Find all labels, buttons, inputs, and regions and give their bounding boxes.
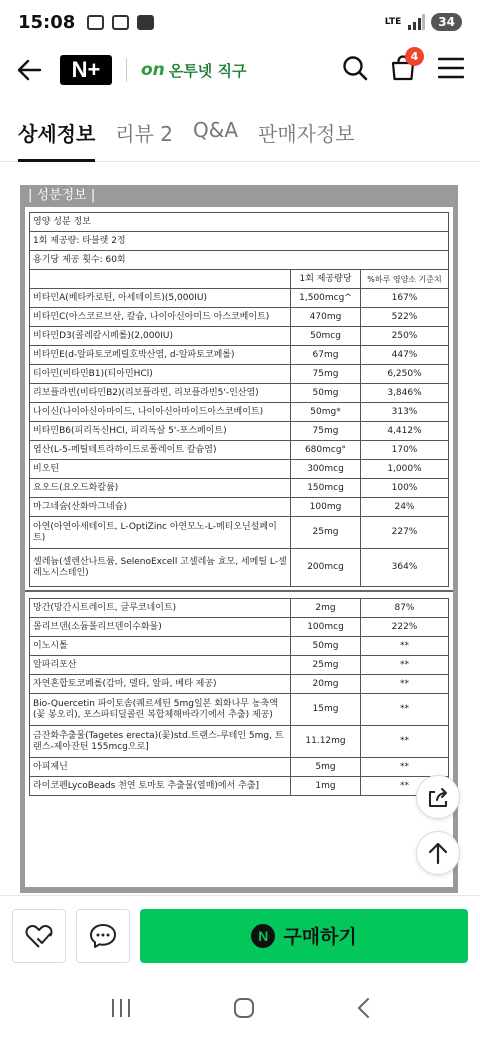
nutrient-daily-value: 6,250% xyxy=(361,365,449,384)
nutrient-row xyxy=(30,675,449,694)
nutrient-daily-value: 447% xyxy=(361,346,449,365)
hamburger-menu-icon xyxy=(438,57,464,79)
nutrient-row xyxy=(30,289,449,308)
status-time: 15:08 xyxy=(18,11,76,33)
store-logo-mark: on xyxy=(141,60,165,80)
nutrient-row xyxy=(30,618,449,637)
nutrient-daily-value: 313% xyxy=(361,403,449,422)
nutrient-name: 이노시톨 xyxy=(30,637,291,656)
cart-count-badge: 4 xyxy=(405,47,424,66)
nutrient-daily-value: 170% xyxy=(361,441,449,460)
nutrient-daily-value: 87% xyxy=(361,599,449,618)
detail-tabs xyxy=(0,104,480,162)
nutrient-amount: 680mcg° xyxy=(291,441,361,460)
nutrient-row xyxy=(30,441,449,460)
nutrient-name: 비오틴 xyxy=(30,460,291,479)
info-row: 영양 성분 정보 xyxy=(30,213,449,232)
nutrient-row xyxy=(30,384,449,403)
home-button[interactable] xyxy=(233,997,255,1023)
nutrient-name: 비타민C(아스코르브산, 칼슘, 나이아신아미드 아스코베이트) xyxy=(30,308,291,327)
buy-button[interactable] xyxy=(140,909,468,963)
battery-indicator: 34 xyxy=(431,13,462,31)
nutrient-amount: 25mg xyxy=(291,656,361,675)
nutrient-amount: 50mg xyxy=(291,637,361,656)
nutrient-row xyxy=(30,758,449,777)
nutrient-amount: 1mg xyxy=(291,777,361,796)
nutrient-name: 비타민D3(콜레칼시페롤)(2,000IU) xyxy=(30,327,291,346)
nutrient-name: 아피제닌 xyxy=(30,758,291,777)
nutrient-amount: 75mg xyxy=(291,365,361,384)
nutrient-amount: 1,500mcg^ xyxy=(291,289,361,308)
nutrient-name: 망간(망간시트레이트, 글루코네이트) xyxy=(30,599,291,618)
status-notification-icons xyxy=(87,15,154,30)
signal-icon xyxy=(407,14,425,30)
search-icon xyxy=(342,55,368,81)
nutrient-row xyxy=(30,517,449,549)
app-header xyxy=(0,44,480,96)
nutrient-daily-value: 3,846% xyxy=(361,384,449,403)
nutrient-row xyxy=(30,726,449,758)
nutrient-amount: 15mg xyxy=(291,694,361,726)
back-button[interactable] xyxy=(16,55,46,85)
tab-seller-info[interactable]: 판매자정보 xyxy=(258,122,355,146)
nutrient-amount: 150mcg xyxy=(291,479,361,498)
ingredients-image-panel xyxy=(20,185,458,893)
chat-bubble-icon xyxy=(89,923,117,949)
nutrient-amount: 5mg xyxy=(291,758,361,777)
nutrient-name: 요오드(요오드화칼륨) xyxy=(30,479,291,498)
nutrient-amount: 300mcg xyxy=(291,460,361,479)
nutrient-amount: 50mcg xyxy=(291,327,361,346)
nutrient-name: 리보플라빈(비타민B2)(리보플라빈, 리보플라빈5'-인산염) xyxy=(30,384,291,403)
network-type: LTE xyxy=(384,16,402,27)
nutrient-daily-value: ** xyxy=(361,726,449,758)
nutrient-daily-value: 1,000% xyxy=(361,460,449,479)
nutrient-daily-value: 227% xyxy=(361,517,449,549)
nutrition-table-continued xyxy=(29,598,449,796)
ingredients-panel-body xyxy=(25,207,453,887)
info-row: 1회 제공량: 타블렛 2정 xyxy=(30,232,449,251)
header-blank-cell xyxy=(30,270,291,289)
nutrient-row xyxy=(30,549,449,587)
nutrient-daily-value: 167% xyxy=(361,289,449,308)
nutrient-row xyxy=(30,365,449,384)
nutrient-name: 나이신(나이아신아마이드, 나이아신아마이드아스코베이트) xyxy=(30,403,291,422)
tab-reviews[interactable]: 리뷰 2 xyxy=(115,122,174,146)
nutrient-amount: 75mg xyxy=(291,422,361,441)
cart-button[interactable] xyxy=(390,50,419,85)
talk-button[interactable] xyxy=(76,909,130,963)
heart-check-icon xyxy=(24,922,54,950)
chevron-left-icon xyxy=(356,997,370,1019)
nutrient-name: 비타민A(베타카로틴, 아세테이트)(5,000IU) xyxy=(30,289,291,308)
purchase-bar xyxy=(0,895,480,975)
nutrient-name: Bio-Quercetin 파이토솜(퀘르세틴 5mg일본 회화나무 농축액(꽃 봉오리), 포스파티딜콜린 복합체해바라기에서 추출) 제공) xyxy=(30,694,291,726)
nutrient-row xyxy=(30,498,449,517)
nutrient-name: 티아민(비타민B1)(티아민HCl) xyxy=(30,365,291,384)
nutrient-daily-value: ** xyxy=(361,637,449,656)
screenshot-notification-icon xyxy=(87,15,104,30)
col-header-per-serving: 1회 제공량당 xyxy=(291,270,361,289)
home-icon xyxy=(233,997,255,1019)
system-back-button[interactable] xyxy=(356,997,370,1023)
scroll-top-button[interactable] xyxy=(416,831,460,875)
nutrient-daily-value: ** xyxy=(361,675,449,694)
nutrient-name: 마그네슘(산화마그네슘) xyxy=(30,498,291,517)
nutrient-row xyxy=(30,403,449,422)
tab-details[interactable]: 상세정보 xyxy=(18,104,95,162)
nutrient-name: 셀레늄(셀렌산나트륨, SelenoExcell 고셀레늄 효모, 세메틸 L-셀레노시스테인) xyxy=(30,549,291,587)
nutrient-name: 라이코펜LycoBeads 천연 토마토 추출물(열매)에서 추출] xyxy=(30,777,291,796)
nutrient-daily-value: ** xyxy=(361,694,449,726)
naver-plus-logo[interactable]: N+ xyxy=(60,55,112,85)
nutrient-daily-value: 222% xyxy=(361,618,449,637)
nutrient-amount: 11.12mg xyxy=(291,726,361,758)
nutrient-row xyxy=(30,656,449,675)
wishlist-button[interactable] xyxy=(12,909,66,963)
tab-qna[interactable]: Q&A xyxy=(193,118,239,142)
header-divider xyxy=(126,58,127,82)
nutrient-amount: 50mg xyxy=(291,384,361,403)
nutrient-amount: 2mg xyxy=(291,599,361,618)
menu-button[interactable] xyxy=(438,57,464,83)
nutrient-row xyxy=(30,327,449,346)
nutrient-row xyxy=(30,422,449,441)
nutrient-amount: 100mg xyxy=(291,498,361,517)
app-notification-icon xyxy=(137,15,154,30)
nutrient-daily-value: 24% xyxy=(361,498,449,517)
nutrient-daily-value: 4,412% xyxy=(361,422,449,441)
col-header-daily-value: %하루 영양소 기준치 xyxy=(361,270,449,289)
nutrient-name: 자연혼합토코페롤(감마, 델타, 알파, 베타 제공) xyxy=(30,675,291,694)
gallery-notification-icon xyxy=(112,15,129,30)
nutrient-name: 금잔화추출물(Tagetes erecta)(꽃)std.트랜스-루테인 5mg, 트랜스-제아잔틴 155mcg으로] xyxy=(30,726,291,758)
nutrient-row xyxy=(30,308,449,327)
system-nav-bar xyxy=(0,980,480,1040)
panel-title: | 성분정보 | xyxy=(28,188,96,203)
nutrient-row xyxy=(30,637,449,656)
nutrient-row xyxy=(30,694,449,726)
search-button[interactable] xyxy=(342,55,368,85)
nutrient-amount: 67mg xyxy=(291,346,361,365)
nutrient-daily-value: ** xyxy=(361,656,449,675)
info-row: 용기당 제공 횟수: 60회 xyxy=(30,251,449,270)
nutrient-daily-value: 522% xyxy=(361,308,449,327)
nutrient-daily-value: ** xyxy=(361,758,449,777)
nutrient-row xyxy=(30,460,449,479)
store-logo[interactable] xyxy=(141,60,246,81)
arrow-up-icon xyxy=(428,842,448,864)
nutrient-daily-value: 100% xyxy=(361,479,449,498)
nutrient-amount: 100mcg xyxy=(291,618,361,637)
nutrient-row xyxy=(30,346,449,365)
nutrient-row xyxy=(30,777,449,796)
nutrient-amount: 20mg xyxy=(291,675,361,694)
recent-apps-button[interactable] xyxy=(110,998,132,1022)
nutrient-daily-value: 250% xyxy=(361,327,449,346)
nutrient-name: 아연(아연아세테이트, L-OptiZinc 아연모노-L-메티오닌설페이트) xyxy=(30,517,291,549)
nutrient-daily-value: ** xyxy=(361,777,449,796)
nutrient-amount: 50mg* xyxy=(291,403,361,422)
nutrient-name: 알파리포산 xyxy=(30,656,291,675)
buy-button-label: 구매하기 xyxy=(283,926,357,948)
table-divider xyxy=(25,590,453,594)
status-bar xyxy=(0,0,480,44)
nutrient-amount: 25mg xyxy=(291,517,361,549)
store-name: 온투넷 직구 xyxy=(168,61,247,80)
nutrient-daily-value: 364% xyxy=(361,549,449,587)
nutrient-amount: 470mg xyxy=(291,308,361,327)
nutrient-name: 비타민E(d-알파토코페릴호박산염, d-알파토코페롤) xyxy=(30,346,291,365)
naver-pay-icon: N xyxy=(251,924,275,948)
share-button[interactable] xyxy=(416,775,460,819)
nutrient-row xyxy=(30,599,449,618)
nutrition-table xyxy=(29,212,449,587)
share-icon xyxy=(427,786,449,808)
recent-apps-icon xyxy=(110,998,132,1018)
nutrient-name: 엽산(L-5-메틸테트라하이드로폴레이트 칼슘염) xyxy=(30,441,291,460)
nutrient-amount: 200mcg xyxy=(291,549,361,587)
nutrient-name: 비타민B6(피리독신HCl, 피리독살 5'-포스페이트) xyxy=(30,422,291,441)
arrow-left-icon xyxy=(16,58,42,82)
nutrient-name: 몰리브덴(소듐몰리브덴이수화물) xyxy=(30,618,291,637)
nutrient-row xyxy=(30,479,449,498)
